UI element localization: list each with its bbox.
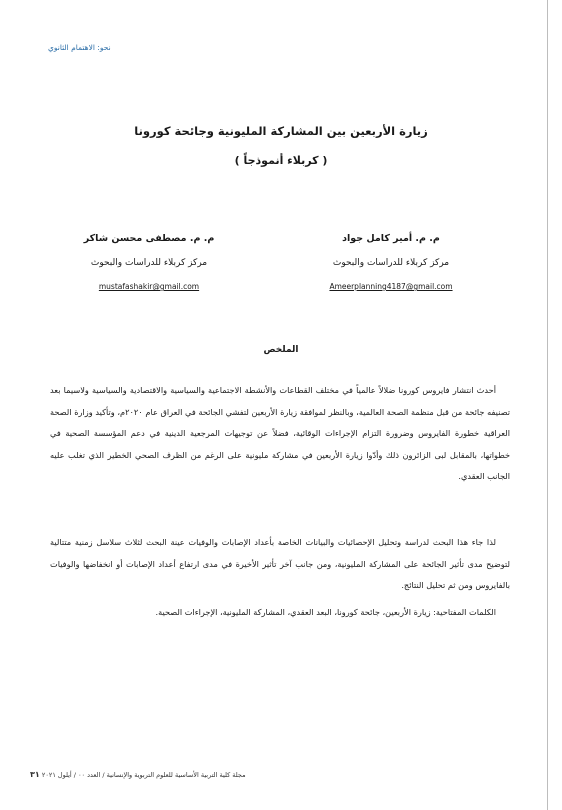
paper-title: زيارة الأربعين بين المشاركة المليونية وجائحة كورونا xyxy=(134,124,428,138)
paper-subtitle: ( كربلاء أنموذجاً ) xyxy=(234,154,328,167)
author-email[interactable]: mustafashakir@gmail.com xyxy=(98,282,200,291)
author-affiliation: مركز كربلاء للدراسات والبحوث xyxy=(332,258,450,268)
author-block-1 xyxy=(306,233,476,291)
abstract-paragraph-1: أحدث انتشار فايروس كورونا ضلالاً عالمياً في مختلف القطاعات والأنشطة الاجتماعية والسياسية والاقتصادية والسياسية ولاسيما بعد تصنيفه جائحة من قبل منظمة الصحة العالمية، وبالنظر لموافقة زيارة الأربعين لتفشي الجائحة في العراق عام ٢٠٢٠م، وتأكيد وزارة الصحة العراقية خطورة الفايروس وضرورة التزام الإجراءات الوقائية، فضلاً عن توجيهات المرجعية الدينية في دعم المؤسسة الصحية في خطواتها، بالمقابل لبى الزائرون ذلك وأدّوا زيارة الأربعين في مشاركة مليونية على الرغم من الظرف الصحي الخطير الذي تغلب عليه الجانب العقدي. xyxy=(50,385,510,482)
keywords-paragraph: الكلمات المفتاحية: زيارة الأربعين، جائحة كورونا، البعد العقدي، المشاركة المليونية، الإجراءات الصحية. xyxy=(155,607,496,618)
author-name: م. م. أمير كامل جواد xyxy=(342,233,440,244)
abstract-heading: الملخص xyxy=(263,345,299,355)
abstract-paragraph-2: لذا جاء هذا البحث لدراسة وتحليل الإحصائيات والبيانات الخاصة بأعداد الإصابات والوفيات عينة البحث لثلاث سلاسل زمنية متتالية لتوضيح مدى تأثير الجائحة على المشاركة المليونية، ومن جانب آخر تأثير الأخيرة في مدى ارتفاع أعداد الإصابات أو انخفاضها والوفيات بالفايروس ومن ثم تحليل النتائج. xyxy=(50,537,510,591)
author-name: م. م. مصطفى محسن شاكر xyxy=(83,233,215,244)
author-affiliation: مركز كربلاء للدراسات والبحوث xyxy=(90,258,208,268)
running-head: نحو: الاهتمام الثانوي xyxy=(48,43,111,52)
page-number: ٣١ xyxy=(30,770,40,779)
page-footer xyxy=(30,770,510,779)
page-edge-line xyxy=(547,0,548,810)
footer-journal: مجلة كلية التربية الأساسية للعلوم التربوية والإنسانية / العدد ٠٠ / أيلول ٢٠٢١ xyxy=(41,771,246,779)
author-block-2 xyxy=(64,233,234,291)
author-email[interactable]: Ameerplanning4187@gmail.com xyxy=(329,282,453,291)
